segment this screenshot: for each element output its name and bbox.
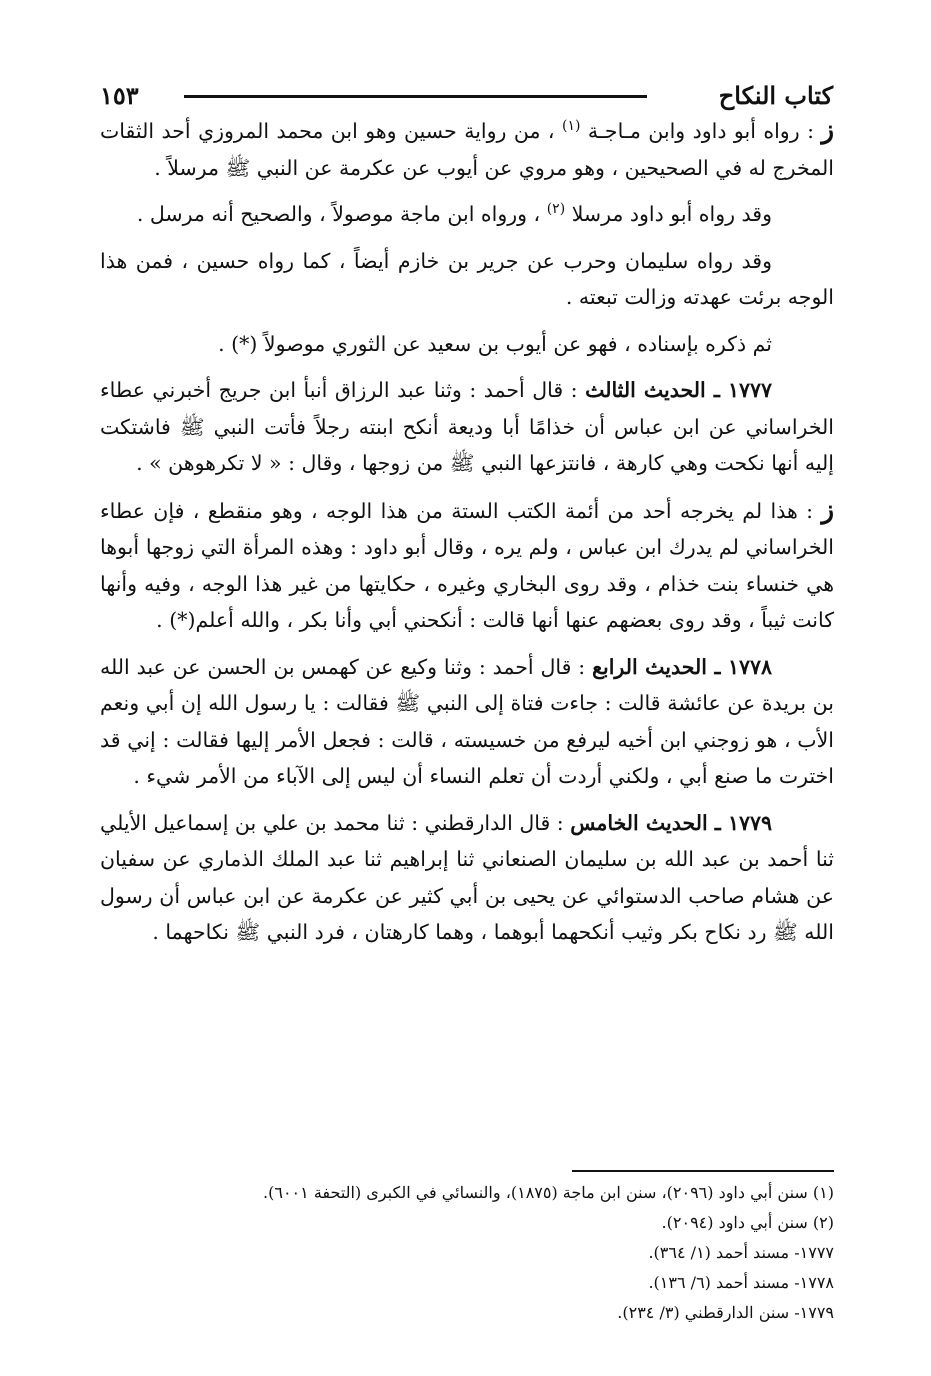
footnotes [100, 1170, 834, 1328]
footnote-item: ١٧٧٧- مسند أحمد (١/ ٣٦٤). [648, 1243, 834, 1262]
header-rule [184, 95, 647, 98]
footnote-item: (٢) سنن أبي داود (٢٠٩٤). [661, 1213, 834, 1232]
paragraph-lead: ز [821, 494, 834, 525]
paragraph-text: : قال الدارقطني : ثنا محمد بن علي بن إسماعيل الأيلي ثنا أحمد بن عبد الله بن سليمان الصنعاني ثنا إبراهيم ثنا عبد الملك الذماري عن سفيان عن هشام صاحب الدستوائي عن يحيى بن أبي كثير عن عكرمة عن ابن عباس أن رسول الله ﷺ رد نكاح بكر وثيب أنكحهما أبوهما ، وهما كارهتان ، فرد النبي ﷺ نكاحهما . [100, 810, 834, 944]
footnote-item: ١٧٧٩- سنن الدارقطني (٣/ ٢٣٤). [617, 1303, 834, 1322]
page-number: ١٥٣ [100, 81, 139, 110]
paragraph-3 [100, 243, 834, 316]
paragraph-4 [100, 326, 834, 363]
paragraph-5 [100, 372, 834, 482]
footnote-rule [572, 1170, 834, 1172]
paragraph-text: : قال أحمد : وثنا عبد الرزاق أنبأ ابن جريج أخبرني عطاء الخراساني عن ابن عباس أن خذامًا أبا وديعة أنكح ابنته رجلاً فأتت النبي ﷺ فاشتكت إليه أنها نكحت وهي كارهة ، فانتزعها النبي ﷺ من زوجها ، وقال : « لا تكرهوهن » . [100, 378, 834, 475]
paragraph-1 [100, 112, 834, 186]
footnote-item: (١) سنن أبي داود (٢٠٩٦)، سنن ابن ماجة (١٨٧٥)، والنسائي في الكبرى (التحفة ٦٠٠١). [263, 1183, 834, 1202]
paragraph-text: ، ورواه ابن ماجة موصولاً ، والصحيح أنه مرسل . [136, 202, 547, 226]
paragraph-6 [100, 492, 834, 639]
paragraph-text: وقد رواه سليمان وحرب عن جرير بن خازم أيضاً ، كما رواه حسين ، فمن هذا الوجه برئت عهدته وزالت تبعته . [100, 248, 834, 309]
main-text [100, 112, 834, 961]
paragraph-text: : رواه أبو داود وابن مـاجـة [580, 119, 822, 143]
footnote-ref: (٢) [546, 201, 566, 218]
paragraph-text: وقد رواه أبو داود مرسلا [565, 202, 772, 226]
footnote-item: ١٧٧٨- مسند أحمد (٦/ ١٣٦). [648, 1273, 834, 1292]
paragraph-8 [100, 805, 834, 951]
paragraph-text: : قال أحمد : وثنا وكيع عن كهمس بن الحسن عن عبد الله بن بريدة عن عائشة قالت : جاءت فتاة إلى النبي ﷺ فقالت : يا رسول الله إن أبي ونعم الأب ، هو زوجني ابن أخيه ليرفع من خسيسته ، قالت : فجعل الأمر إليها فقالت : إني قد اخترت ما صنع أبي ، ولكني أردت أن تعلم النساء أن ليس إلى الآباء من الأمر شيء . [100, 654, 834, 788]
hadith-heading: ١٧٧٨ ـ الحديث الرابع [592, 654, 772, 679]
page-header [100, 78, 833, 114]
paragraph-lead: ز [821, 115, 834, 145]
paragraph-7 [100, 649, 834, 795]
footnote-ref: (١) [561, 118, 581, 135]
hadith-heading: ١٧٧٩ ـ الحديث الخامس [570, 810, 772, 835]
paragraph-text: : هذا لم يخرجه أحد من أئمة الكتب الستة من هذا الوجه ، وهو منقطع ، فإن عطاء الخراساني لم يدرك ابن عباس ، ولم يره ، وقال أبو داود : وهذه المرأة التي زوجها أبوها هي خنساء بنت خذام ، وقد روى البخاري وغيره ، حكايتها من غير هذا الوجه ، وفيه وأنها كانت ثيباً ، وقد روى بعضهم عنها أنها قالت : أنكحني أبي وأنا بكر ، والله أعلم(*) . [100, 498, 834, 632]
paragraph-text: ، من رواية حسين وهو ابن محمد المروزي أحد الثقات المخرج له في الصحيحين ، وهو مروي عن أيوب عن عكرمة عن النبي ﷺ مرسلاً . [100, 119, 834, 180]
paragraph-text: ثم ذكره بإسناده ، فهو عن أيوب بن سعيد عن الثوري موصولاً (*) . [218, 331, 772, 356]
chapter-title: كتاب النكاح [718, 81, 833, 110]
hadith-heading: ١٧٧٧ ـ الحديث الثالث [585, 378, 772, 402]
paragraph-2 [100, 196, 834, 233]
